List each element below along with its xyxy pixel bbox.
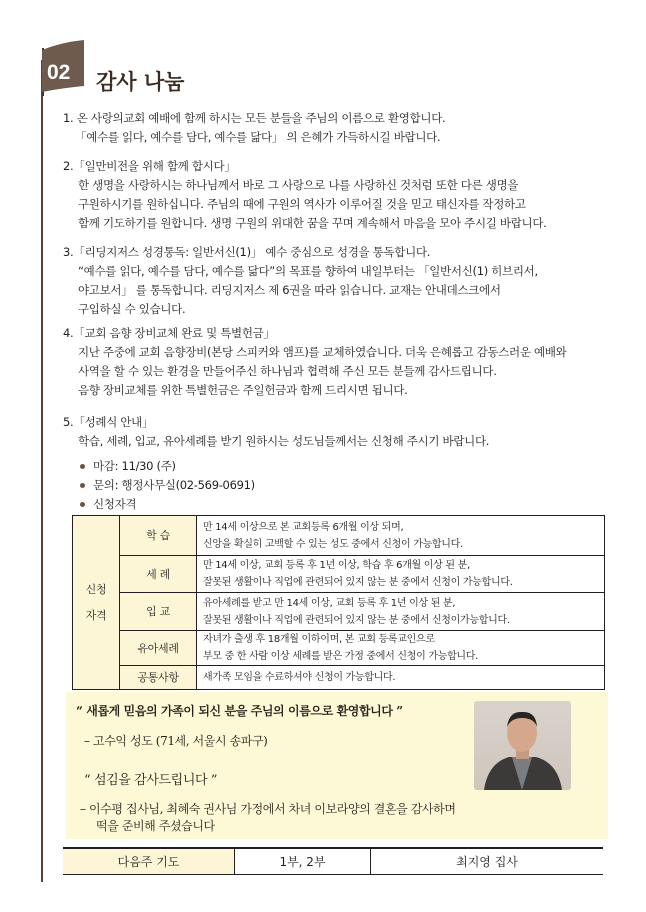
row-desc: 만 14세 이상으로 본 교회등록 6개월 이상 되며, 신앙을 확실히 고백할 수 있는 성도 중에서 신청이 가능합니다. bbox=[197, 516, 605, 556]
line: 학습, 세례, 입교, 유아세례를 받기 원하시는 성도님들께서는 신청해 주시기 바랍니다. bbox=[78, 434, 490, 448]
row-type: 공통사항 bbox=[120, 666, 197, 690]
margin-rule bbox=[41, 60, 43, 882]
line: “예수를 읽다, 예수를 담다, 예수를 닮다”의 목표를 향하여 내일부터는 「일반서신(1) 히브리서, bbox=[78, 264, 538, 278]
member-photo bbox=[474, 701, 571, 790]
line: 사역을 할 수 있는 환경을 만들어주신 하나님과 협력해 주신 모든 분들께 감사드립니다. bbox=[78, 364, 497, 378]
table-row bbox=[73, 556, 605, 593]
table-row bbox=[73, 516, 605, 556]
table-row bbox=[73, 593, 605, 631]
table-row bbox=[73, 666, 605, 690]
thanks-heading: “ 섬김을 감사드립니다 ” bbox=[84, 773, 218, 788]
line: 「예수를 읽다, 예수를 담다, 예수를 닮다」 의 은혜가 가득하시길 바랍니다. bbox=[75, 130, 441, 144]
line: 지난 주중에 교회 음향장비(본당 스피커와 앰프)를 교체하였습니다. 더욱 은혜롭고 감동스러운 예배와 bbox=[78, 345, 567, 359]
qualification-table bbox=[72, 515, 605, 690]
row-type: 입 교 bbox=[120, 593, 197, 631]
section-number: 02 bbox=[47, 61, 71, 84]
line: 3.「리딩지저스 성경통독: 일반서신(1)」 예수 중심으로 성경을 통독합니다. bbox=[63, 245, 431, 259]
bullet-deadline: 마감: 11/30 (주) bbox=[63, 457, 489, 476]
announcement-3 bbox=[63, 243, 538, 319]
thanks-line: – 이수평 집사님, 최혜숙 권사님 가정에서 차녀 이보라양의 결혼을 감사하며 bbox=[80, 802, 456, 816]
prayer-table bbox=[63, 847, 603, 875]
section-flag-icon bbox=[37, 38, 89, 96]
group-header: 신청 자격 bbox=[73, 516, 120, 690]
line: 함께 기도하기를 원합니다. 생명 구원의 위대한 꿈을 꾸며 계속해서 마음을 모아 주시길 바랍니다. bbox=[78, 216, 547, 230]
bullet-qualification: 신청자격 bbox=[63, 495, 489, 514]
thanks-line: 떡을 준비해 주셨습니다 bbox=[96, 819, 215, 833]
row-type: 학 습 bbox=[120, 516, 197, 556]
row-desc: 새가족 모임을 수료하셔야 신청이 가능합니다. bbox=[197, 666, 605, 690]
new-member: – 고수익 성도 (71세, 서울시 송파구) bbox=[84, 734, 268, 748]
line: 구입하실 수 있습니다. bbox=[78, 302, 186, 316]
line: 야고보서」 를 통독합니다. 리딩지저스 제 6권을 따라 읽습니다. 교재는 안내데스크에서 bbox=[78, 283, 501, 297]
line: 음향 장비교체를 위한 특별헌금은 주일헌금과 함께 드리시면 됩니다. bbox=[78, 383, 408, 397]
line: 5.「성례식 안내」 bbox=[63, 415, 154, 429]
row-type: 유아세례 bbox=[120, 631, 197, 666]
bullet-contact: 문의: 행정사무실(02-569-0691) bbox=[63, 476, 489, 495]
announcement-1 bbox=[63, 109, 445, 147]
welcome-heading: “ 새롭게 믿음의 가족이 되신 분을 주님의 이름으로 환영합니다 ” bbox=[76, 704, 403, 718]
prayer-leader: 최지영 집사 bbox=[371, 848, 604, 875]
line: 1. 온 사랑의교회 예배에 함께 하시는 모든 분들을 주님의 이름으로 환영합니다. bbox=[63, 111, 446, 125]
table-row bbox=[73, 631, 605, 666]
line: 구원하시기를 원하십니다. 주님의 때에 구원의 역사가 이루어질 것을 믿고 태신자를 작정하고 bbox=[78, 197, 526, 211]
prayer-label: 다음주 기도 bbox=[63, 848, 235, 875]
prayer-service: 1부, 2부 bbox=[235, 848, 371, 875]
line: 2.「일만비전을 위해 함께 합시다」 bbox=[63, 159, 236, 173]
line: 한 생명을 사랑하시는 하나님께서 바로 그 사랑으로 나를 사랑하신 것처럼 또한 다른 생명을 bbox=[78, 178, 519, 192]
announcement-2 bbox=[63, 157, 547, 233]
row-desc: 자녀가 출생 후 18개월 이하이며, 본 교회 등록교인으로 부모 중 한 사람 이상 세례를 받은 가정 중에서 신청이 가능합니다. bbox=[197, 631, 605, 666]
page-title: 감사 나눔 bbox=[96, 69, 185, 94]
table-row bbox=[63, 848, 603, 875]
announcement-4 bbox=[63, 324, 566, 400]
row-desc: 만 14세 이상, 교회 등록 후 1년 이상, 학습 후 6개월 이상 된 분, 잘못된 생활이나 직업에 관련되어 있지 않는 분 중에서 신청이 가능합니다. bbox=[197, 556, 605, 593]
row-desc: 유아세례를 받고 만 14세 이상, 교회 등록 후 1년 이상 된 분, 잘못된 생활이나 직업에 관련되어 있지 않는 분 중에서 신청이가능합니다. bbox=[197, 593, 605, 631]
line: 4.「교회 음향 장비교체 완료 및 특별헌금」 bbox=[63, 326, 275, 340]
announcement-5 bbox=[63, 413, 489, 514]
row-type: 세 례 bbox=[120, 556, 197, 593]
